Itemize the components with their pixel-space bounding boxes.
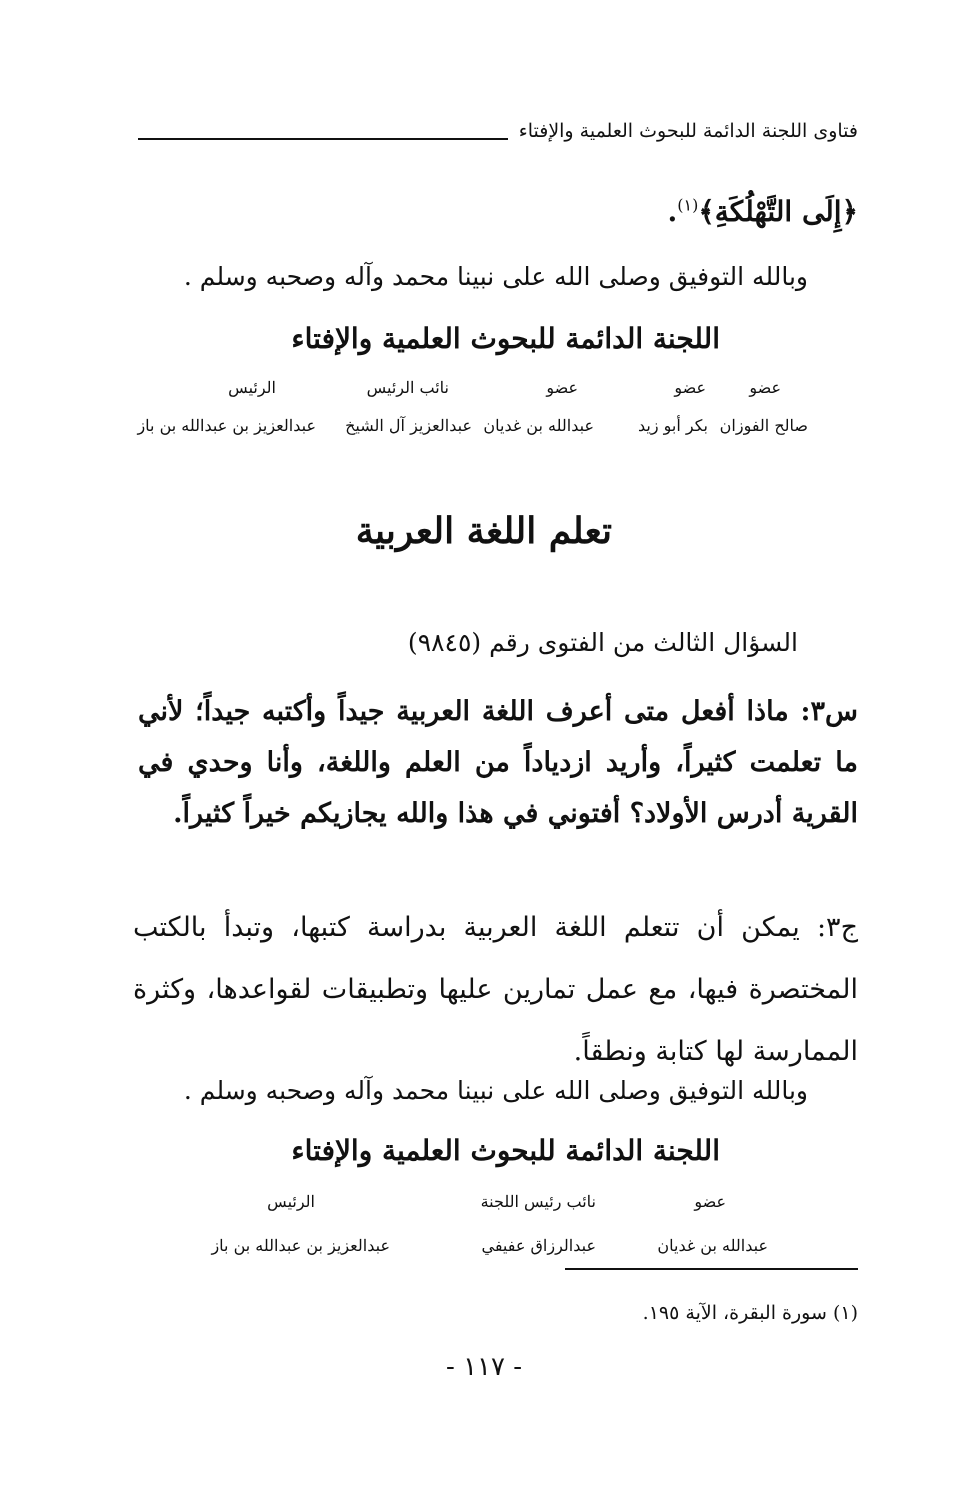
section-title: تعلم اللغة العربية [355,510,612,552]
verse-footnote-marker: (١) [677,195,699,215]
verse-text: ﴿إِلَى التَّهْلُكَةِ﴾ [698,195,858,228]
page-number: - ١١٧ - [446,1352,523,1382]
signature-name: عبدالله بن غديان [657,1236,768,1255]
signature-role: عضو [546,378,578,397]
closing-formula-2: وبالله التوفيق وصلى الله على نبينا محمد وآله وصحبه وسلم . [183,1076,808,1105]
quran-verse [668,195,858,228]
signature-roles-1 [0,378,956,408]
footnote-rule [565,1268,858,1270]
committee-name-2: اللجنة الدائمة للبحوث العلمية والإفتاء [291,1134,720,1167]
signature-name: عبدالرزاق عفيفي [481,1236,596,1255]
signature-role: نائب الرئيس [366,378,449,397]
running-header: فتاوى اللجنة الدائمة للبحوث العلمية والإفتاء [518,120,858,142]
verse-end: . [667,195,678,228]
committee-name-1: اللجنة الدائمة للبحوث العلمية والإفتاء [291,322,720,355]
signature-name: عبدالعزيز بن عبدالله بن باز [137,416,316,435]
header-rule [138,138,508,140]
signature-role: الرئيس [228,378,276,397]
signature-name: بكر أبو زيد [637,416,708,435]
signature-role: عضو [674,378,706,397]
signature-role: نائب رئيس اللجنة [480,1192,596,1211]
signature-name: عبدالعزيز آل الشيخ [345,416,472,435]
signature-name: عبدالعزيز بن عبدالله بن باز [211,1236,390,1255]
question-text: س٣: ماذا أفعل متى أعرف اللغة العربية جيداً وأكتبه جيداً؛ لأني ما تعلمت كثيراً، وأريد ازدياداً من العلم واللغة، وأنا وحدي في القرية أدرس الأولاد؟ أفتوني في هذا والله يجازيكم خيراً كثيراً. [138,696,858,829]
signature-role: عضو [749,378,781,397]
answer-text: ج٣: يمكن أن تتعلم اللغة العربية بدراسة كتبها، وتبدأ بالكتب المختصرة فيها، مع عمل تمارين عليها وتطبيقات لقواعدها، وكثرة الممارسة لها كتابة ونطقاً. [133,912,858,1067]
signature-role: عضو [694,1192,726,1211]
signature-name: عبدالله بن غديان [483,416,594,435]
signature-name: صالح الفوزان [719,416,808,435]
signature-role: الرئيس [267,1192,315,1211]
closing-formula-1: وبالله التوفيق وصلى الله على نبينا محمد وآله وصحبه وسلم . [183,262,808,291]
signature-roles-2 [0,1192,956,1222]
signature-names-2 [0,1236,956,1266]
signature-names-1 [0,416,956,446]
question-reference: السؤال الثالث من الفتوى رقم (٩٨٤٥) [407,628,798,657]
footnote: (١) سورة البقرة، الآية ١٩٥. [642,1302,858,1324]
